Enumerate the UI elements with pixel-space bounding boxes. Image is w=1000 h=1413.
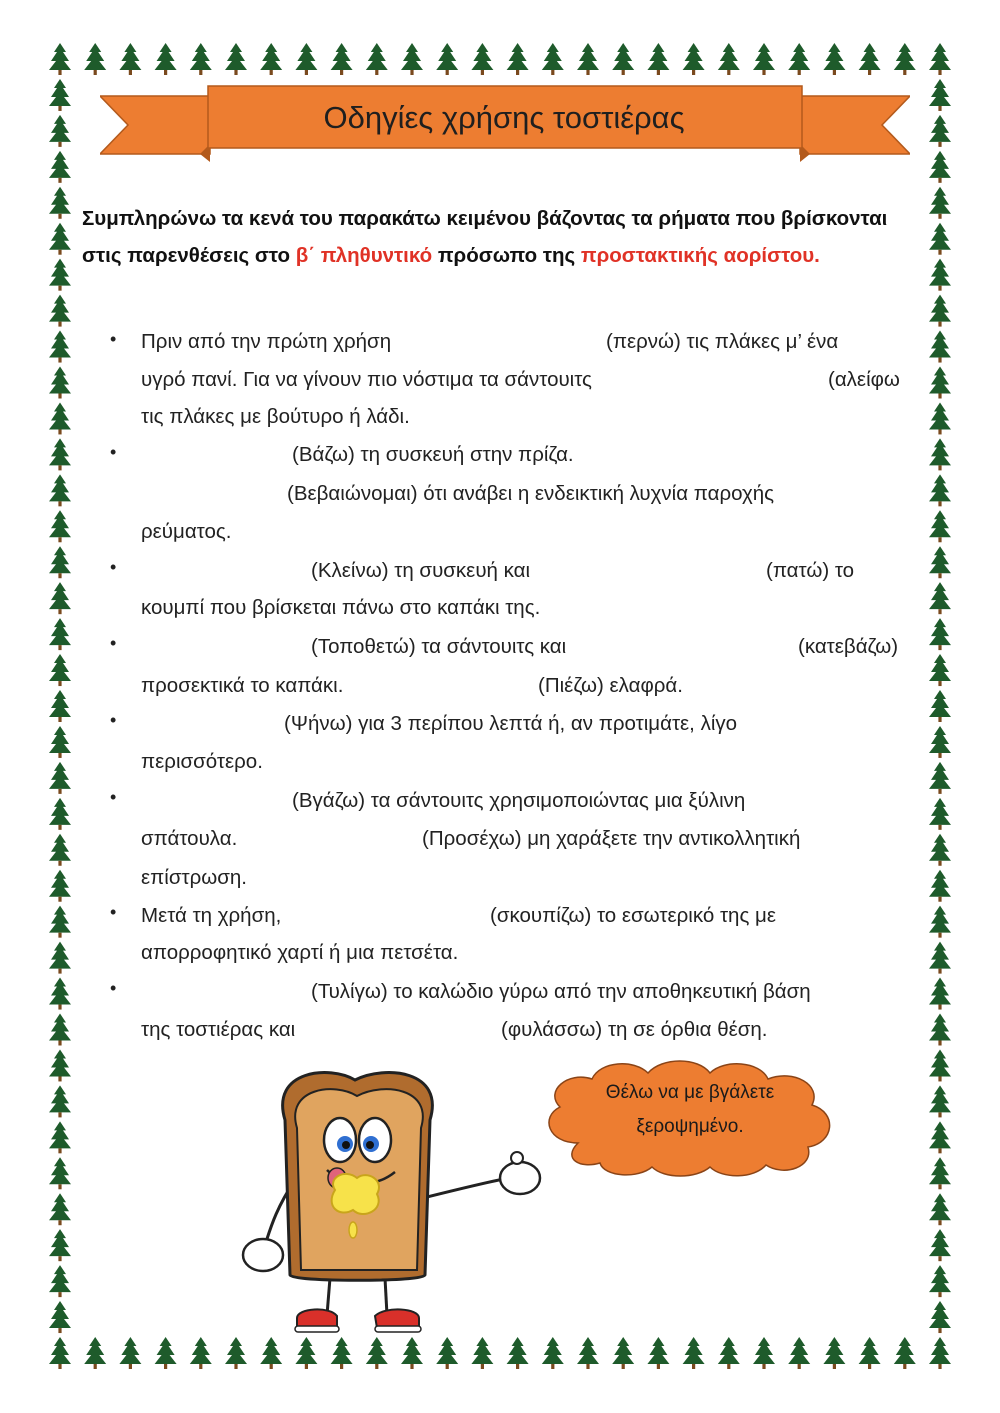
list-item-text: επίστρωση. bbox=[141, 866, 248, 889]
list-item-text: (Τοποθετώ) τα σάντουιτς και bbox=[311, 635, 567, 658]
list-item-text: σπάτουλα. bbox=[141, 827, 238, 850]
speech-line-1: Θέλω να με βγάλετε bbox=[605, 1082, 775, 1103]
instructions-highlight-mood: προστακτικής αορίστου. bbox=[580, 244, 820, 267]
list-item-text: (σκουπίζω) το εσωτερικό της με bbox=[490, 904, 776, 927]
list-item-text: της τοστιέρας και bbox=[141, 1018, 296, 1041]
list-item-text: (Προσέχω) μη χαράξετε την αντικολλητική bbox=[422, 827, 801, 850]
list-item-text: απορροφητικό χαρτί ή μια πετσέτα. bbox=[141, 941, 459, 964]
list-item-text: (αλείφω bbox=[828, 368, 900, 391]
list-item-text: (Βεβαιώνομαι) ότι ανάβει η ενδεικτική λυχνία παροχής bbox=[287, 482, 775, 505]
list-bullet: • bbox=[110, 329, 117, 349]
list-item-text: (Βγάζω) τα σάντουιτς χρησιμοποιώντας μια ξύλινη bbox=[292, 789, 746, 812]
list-bullet: • bbox=[110, 633, 117, 653]
instructions-text: Συμπληρώνω τα κενά του παρακάτω κειμένου βάζοντας τα ρήματα που βρίσκονται στις παρενθέσεις στο bbox=[82, 207, 888, 267]
instructions-highlight-person: β΄ πληθυντικό bbox=[295, 244, 433, 267]
list-item-text: Πριν από την πρώτη χρήση bbox=[141, 330, 392, 353]
list-item-text: προσεκτικά το καπάκι. bbox=[141, 674, 344, 697]
list-item-text: ρεύματος. bbox=[141, 520, 232, 543]
list-item-text: τις πλάκες με βούτυρο ή λάδι. bbox=[141, 405, 410, 428]
list-item-text: (πατώ) το bbox=[766, 559, 855, 582]
list-bullet: • bbox=[110, 557, 117, 577]
list-item-text: περισσότερο. bbox=[141, 750, 263, 773]
instructions-text-2: πρόσωπο της bbox=[432, 244, 581, 267]
speech-bubble-text bbox=[560, 1076, 820, 1144]
toast-mascot-illustration bbox=[235, 1060, 575, 1350]
page-title: Οδηγίες χρήσης τοστιέρας bbox=[323, 100, 685, 135]
list-item-text: υγρό πανί. Για να γίνουν πιο νόστιμα τα σάντουιτς bbox=[141, 368, 592, 391]
list-bullet: • bbox=[110, 787, 117, 807]
speech-line-2: ξεροψημένο. bbox=[636, 1116, 744, 1137]
list-item-text: (περνώ) τις πλάκες μ’ ένα bbox=[606, 330, 839, 353]
list-item-text: (κατεβάζω) bbox=[798, 635, 899, 658]
list-bullet: • bbox=[110, 442, 117, 462]
list-bullet: • bbox=[110, 978, 117, 998]
list-item-text: (Τυλίγω) το καλώδιο γύρω από την αποθηκευτική βάση bbox=[311, 980, 811, 1003]
list-item-text: (Κλείνω) τη συσκευή και bbox=[311, 559, 531, 582]
list-item-text: (Πιέζω) ελαφρά. bbox=[538, 674, 683, 697]
list-item-text: Μετά τη χρήση, bbox=[141, 904, 282, 927]
list-item-text: (Βάζω) τη συσκευή στην πρίζα. bbox=[292, 443, 574, 466]
list-item-text: κουμπί που βρίσκεται πάνω στο καπάκι της. bbox=[141, 596, 541, 619]
list-item-text: (φυλάσσω) τη σε όρθια θέση. bbox=[501, 1018, 768, 1041]
list-bullet: • bbox=[110, 902, 117, 922]
list-bullet: • bbox=[110, 710, 117, 730]
list-item-text: (Ψήνω) για 3 περίπου λεπτά ή, αν προτιμάτε, λίγο bbox=[284, 712, 738, 735]
